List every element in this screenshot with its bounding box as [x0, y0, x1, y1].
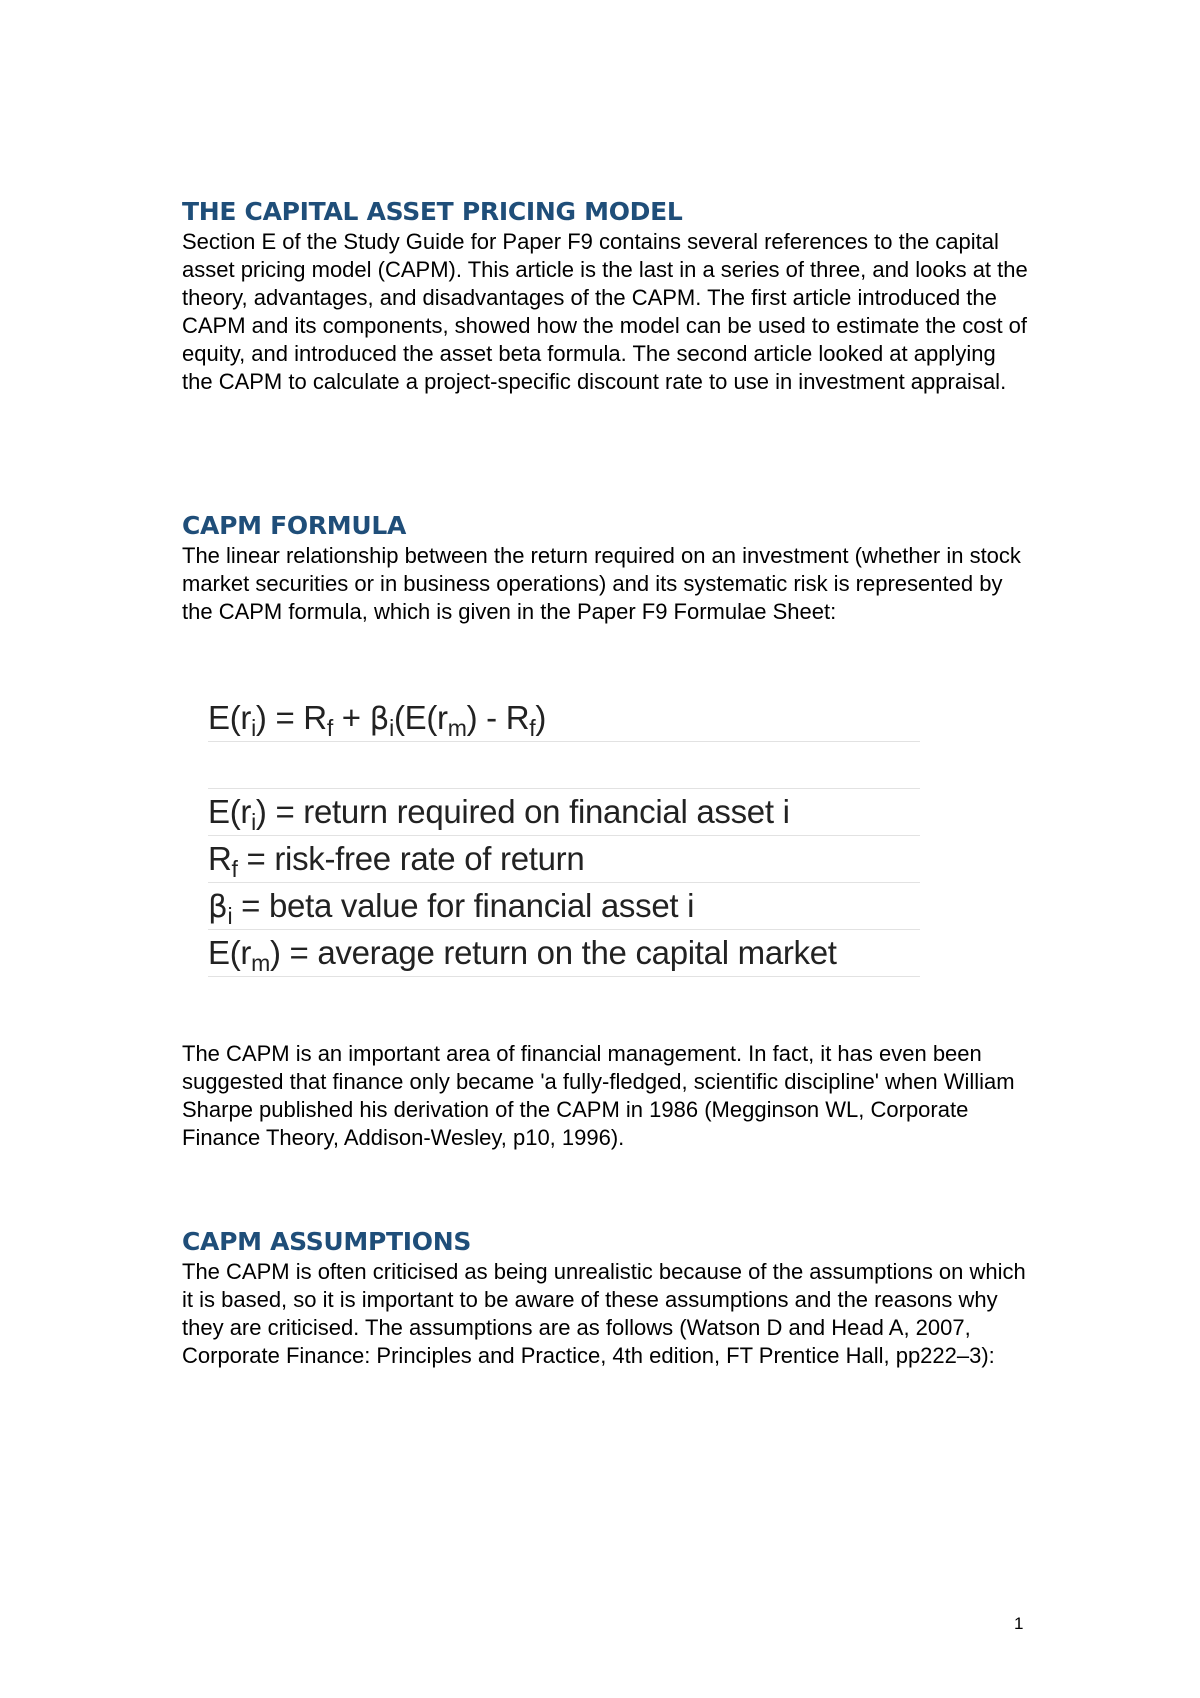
formula-sub: m — [447, 715, 467, 741]
definition-term: E(r — [208, 934, 252, 971]
formula-part: (E(r — [393, 699, 448, 736]
definition-term: β — [208, 889, 228, 925]
definition-risk-free-rate — [208, 836, 920, 883]
heading-capm-formula: CAPM FORMULA — [182, 511, 407, 540]
definition-text: ) = average return on the capital market — [269, 934, 837, 971]
capm-formula-image — [208, 695, 920, 977]
definition-text: ) = return required on financial asset i — [255, 793, 790, 830]
formula-sub: f — [529, 715, 536, 741]
definition-sub: f — [231, 856, 238, 882]
paragraph-capm-formula: The linear relationship between the return required on an investment (whether in stock market securities or in business operations) and its systematic risk is represented by the CAPM formula, which is given in the Paper F9 Formulae Sheet: — [182, 543, 1021, 624]
definition-text: = beta value for financial asset i — [232, 887, 695, 924]
section-introduction — [182, 196, 1032, 396]
definition-market-return — [208, 930, 920, 977]
definition-sub: i — [251, 809, 256, 835]
definition-text: = risk-free rate of return — [237, 840, 585, 877]
heading-capital-asset-pricing-model: THE CAPITAL ASSET PRICING MODEL — [182, 197, 683, 226]
definition-sub: m — [251, 950, 270, 976]
heading-capm-assumptions: CAPM ASSUMPTIONS — [182, 1227, 472, 1256]
formula-sub: f — [326, 715, 333, 741]
section-capm-assumptions — [182, 1226, 1032, 1370]
formula-part: ) — [535, 699, 547, 736]
page-number: 1 — [1014, 1614, 1024, 1633]
paragraph-capm-assumptions: The CAPM is often criticised as being unrealistic because of the assumptions on which it is based, so it is important to be aware of these assumptions and the reasons why they are criticised. The assumptions are as follows (Watson D and Head A, 2007, Corporate Finance: Principles and Practice, 4th edition, FT Prentice Hall, pp222–3): — [182, 1259, 1026, 1368]
definition-term: R — [208, 840, 232, 877]
section-capm-importance — [182, 1040, 1032, 1152]
formula-part: ) = R — [255, 699, 327, 736]
definition-term: E(r — [208, 793, 252, 830]
definition-sub: i — [227, 903, 233, 929]
section-capm-formula — [182, 510, 1032, 626]
paragraph-capm-importance: The CAPM is an important area of financial management. In fact, it has even been suggested that finance only became 'a fully-fledged, scientific discipline' when William Sharpe published his derivation of the CAPM in 1986 (Megginson WL, Corporate Finance Theory, Addison-Wesley, p10, 1996). — [182, 1041, 1015, 1150]
definition-beta-value — [208, 883, 920, 930]
formula-beta: β — [369, 701, 390, 737]
capm-equation — [208, 695, 920, 742]
formula-part: ) - R — [466, 699, 530, 736]
formula-sub: i — [251, 715, 256, 741]
formula-sub: i — [389, 715, 394, 741]
formula-part: E(r — [208, 699, 252, 736]
formula-divider — [208, 742, 920, 789]
definition-expected-return-asset — [208, 789, 920, 836]
paragraph-introduction: Section E of the Study Guide for Paper F9 contains several references to the capital asset pricing model (CAPM). This article is the last in a series of three, and looks at the theory, advantages, and disadvantages of the CAPM. The first article introduced the CAPM and its components, showed how the model can be used to estimate the cost of equity, and introduced the asset beta formula. The second article looked at applying the CAPM to calculate a project-specific discount rate to use in investment appraisal. — [182, 229, 1028, 394]
formula-part: + — [332, 699, 370, 736]
